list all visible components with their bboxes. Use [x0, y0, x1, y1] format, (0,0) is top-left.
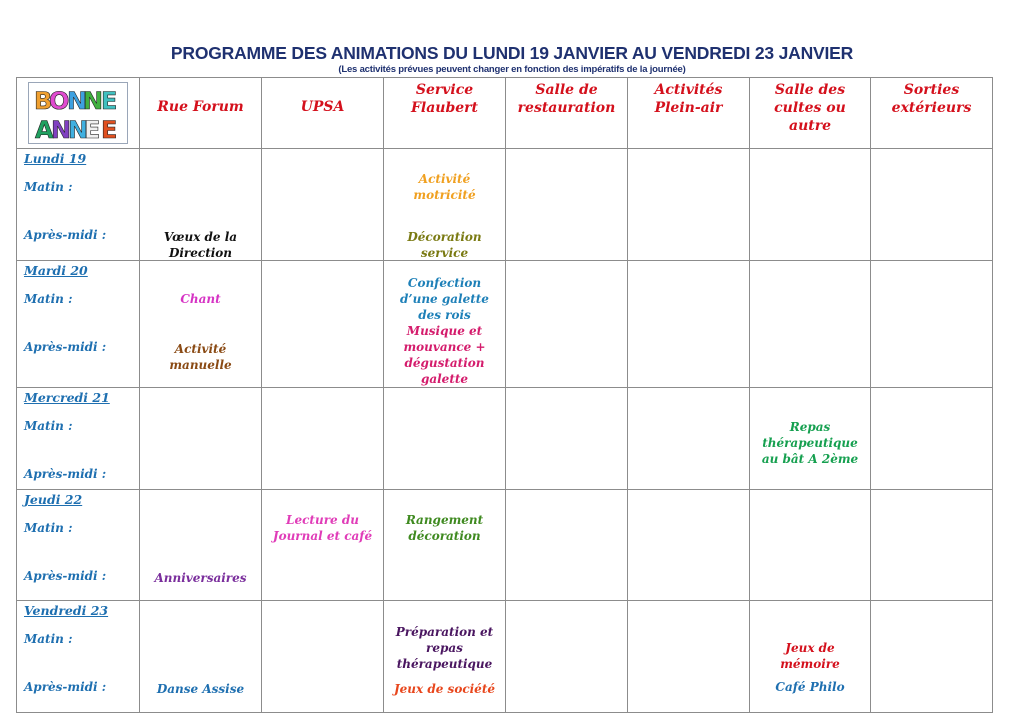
logo-cell: [17, 78, 140, 149]
cell-cultes: [750, 388, 871, 490]
day-cell: [17, 261, 140, 388]
cell-upsa: [262, 149, 384, 261]
slot-afternoon-label: Après-midi :: [24, 228, 107, 242]
cell-plein-air: [628, 388, 750, 490]
cell-flaubert: [384, 388, 506, 490]
svg-text:O: O: [49, 87, 70, 115]
slot-afternoon-label: Après-midi :: [24, 340, 107, 354]
activity-morning: Lecture du Journal et café: [272, 513, 373, 543]
activity-morning: Rangement décoration: [405, 513, 484, 543]
cell-plein-air: [628, 601, 750, 713]
cell-flaubert: [384, 261, 506, 388]
svg-text:N: N: [51, 116, 72, 144]
day-row: [17, 388, 993, 490]
activity-morning: Préparation et repas thérapeutique: [395, 625, 494, 671]
day-row: [17, 149, 993, 261]
activity-afternoon: Jeux de société: [393, 682, 495, 696]
slot-morning-label: Matin :: [24, 292, 73, 306]
cell-restauration: [506, 261, 628, 388]
slot-morning-label: Matin :: [24, 521, 73, 535]
cell-sorties: [871, 601, 993, 713]
day-cell: [17, 149, 140, 261]
activity-morning: Activité motricité: [413, 172, 476, 202]
cell-sorties: [871, 149, 993, 261]
cell-rue-forum: [140, 490, 262, 601]
cell-sorties: [871, 261, 993, 388]
cell-upsa: [262, 601, 384, 713]
page-title: PROGRAMME DES ANIMATIONS DU LUNDI 19 JANVIER AU VENDREDI 23 JANVIER: [170, 43, 854, 63]
cell-sorties: [871, 490, 993, 601]
svg-text:E: E: [101, 87, 118, 115]
header-row: [17, 78, 993, 149]
cell-restauration: [506, 601, 628, 713]
cell-plein-air: [628, 149, 750, 261]
cell-upsa: [262, 261, 384, 388]
cell-cultes: [750, 490, 871, 601]
cell-flaubert: [384, 490, 506, 601]
day-name: Mercredi 21: [24, 390, 110, 405]
day-name: Vendredi 23: [24, 603, 109, 618]
svg-text:N: N: [67, 87, 88, 115]
cell-plein-air: [628, 261, 750, 388]
header-salle-cultes: Salle des cultes ou autre: [750, 78, 871, 149]
cell-rue-forum: [140, 149, 262, 261]
header-service-flaubert: Service Flaubert: [384, 78, 506, 149]
activity-afternoon: Musique et mouvance + dégustation galette: [403, 324, 486, 386]
activity-afternoon: Danse Assise: [156, 682, 245, 696]
header-activites-plein-air: Activités Plein-air: [628, 78, 750, 149]
cell-upsa: [262, 490, 384, 601]
cell-cultes: [750, 149, 871, 261]
day-cell: [17, 601, 140, 713]
svg-text:B: B: [34, 87, 53, 115]
slot-morning-label: Matin :: [24, 419, 73, 433]
header-upsa: UPSA: [262, 78, 384, 149]
day-name: Lundi 19: [24, 151, 87, 166]
day-name: Mardi 20: [24, 263, 88, 278]
cell-flaubert: [384, 601, 506, 713]
cell-sorties: [871, 388, 993, 490]
cell-rue-forum: [140, 261, 262, 388]
activity-morning: Repas thérapeutique au bât A 2ème: [761, 420, 859, 466]
activity-morning: Jeux de mémoire: [780, 641, 840, 671]
cell-rue-forum: [140, 388, 262, 490]
cell-cultes: [750, 261, 871, 388]
cell-restauration: [506, 490, 628, 601]
svg-text:N: N: [83, 87, 104, 115]
cell-restauration: [506, 149, 628, 261]
activity-morning: Confection d’une galette des rois: [400, 276, 489, 322]
header-salle-restauration: Salle de restauration: [506, 78, 628, 149]
day-cell: [17, 388, 140, 490]
slot-morning-label: Matin :: [24, 180, 73, 194]
cell-flaubert: [384, 149, 506, 261]
day-row: [17, 261, 993, 388]
day-cell: [17, 490, 140, 601]
slot-morning-label: Matin :: [24, 632, 73, 646]
activity-morning: Chant: [180, 292, 221, 306]
slot-afternoon-label: Après-midi :: [24, 680, 107, 694]
cell-cultes: [750, 601, 871, 713]
svg-text:N: N: [68, 116, 89, 144]
activity-afternoon: Vœux de la Direction: [163, 230, 238, 260]
activity-afternoon: Décoration service: [407, 230, 482, 260]
page-subtitle: (Les activités prévues peuvent changer en fonction des impératifs de la journée): [338, 64, 686, 75]
schedule-table: [16, 77, 993, 713]
cell-rue-forum: [140, 601, 262, 713]
cell-restauration: [506, 388, 628, 490]
slot-afternoon-label: Après-midi :: [24, 467, 107, 481]
day-row: [17, 490, 993, 601]
svg-text:A: A: [35, 116, 54, 144]
activity-afternoon: Anniversaires: [154, 571, 247, 585]
slot-afternoon-label: Après-midi :: [24, 569, 107, 583]
activity-afternoon: Café Philo: [775, 680, 845, 694]
bonne-annee-logo-image: [28, 82, 128, 144]
svg-text:E: E: [101, 116, 118, 144]
header-sorties-exterieurs: Sorties extérieurs: [871, 78, 993, 149]
header-rue-forum: Rue Forum: [140, 78, 262, 149]
svg-text:E: E: [84, 116, 101, 144]
activity-afternoon: Activité manuelle: [169, 342, 232, 372]
day-name: Jeudi 22: [24, 492, 83, 507]
bonne-annee-logo: [17, 78, 139, 148]
day-row: [17, 601, 993, 713]
cell-plein-air: [628, 490, 750, 601]
cell-upsa: [262, 388, 384, 490]
